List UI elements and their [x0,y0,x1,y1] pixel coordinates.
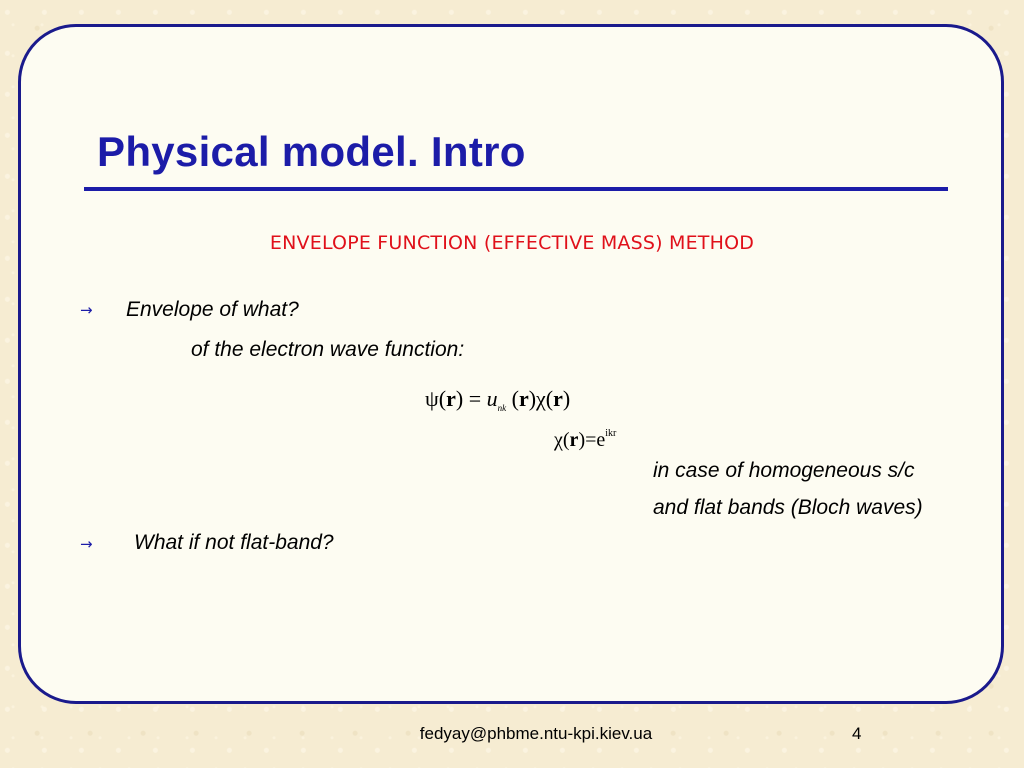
page-number: 4 [852,724,862,743]
bullet-arrow-icon: → [80,535,93,553]
equation-wavefunction: $\psi(r) = u_{nk}$ (r)χ(r) [425,386,571,413]
sub-text: of the electron wave function: [191,338,465,361]
note-line-1: in case of homogeneous s/c [653,459,915,482]
title-underline [84,187,948,191]
footer-email: fedyay@phbme.ntu-kpi.kiev.ua [419,724,653,743]
bullet-text: What if not flat-band? [134,531,334,554]
slide-title: Physical model. Intro [97,128,526,175]
slide-frame [18,24,1004,704]
slide-subtitle: ENVELOPE FUNCTION (EFFECTIVE MASS) METHOD [269,232,755,254]
note-line-2: and flat bands (Bloch waves) [653,496,923,519]
equation-envelope: $\chi(r)=e^{ikr}$ [554,428,617,451]
bullet-text: Envelope of what? [126,298,299,321]
bullet-arrow-icon: → [80,301,93,319]
